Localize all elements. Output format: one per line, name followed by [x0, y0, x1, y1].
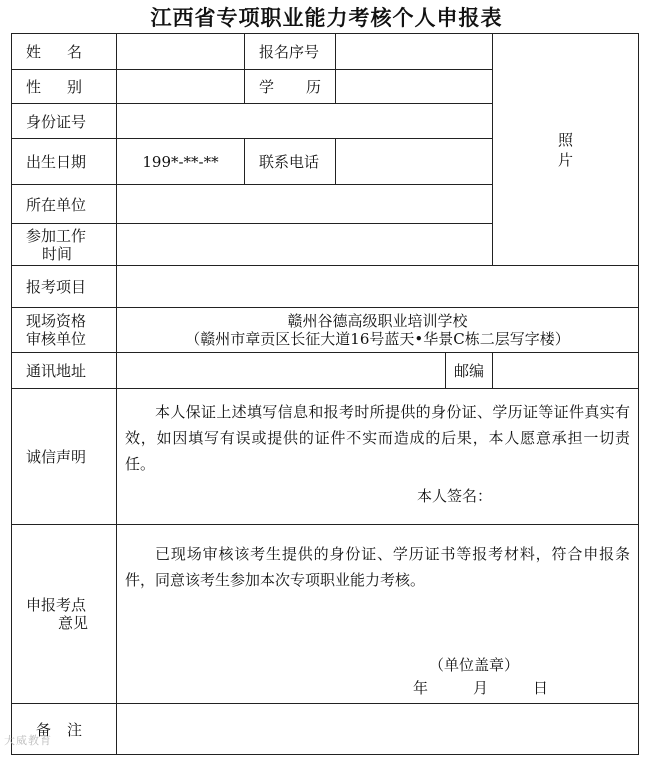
gender-field[interactable] [116, 69, 245, 104]
integrity-label: 诚信声明 [11, 388, 117, 525]
opinion-box [116, 524, 639, 704]
address-field[interactable] [116, 352, 446, 389]
project-label: 报考项目 [11, 265, 117, 308]
review-unit-value [116, 307, 639, 353]
date-line: 年 月 日 [413, 679, 549, 697]
remarks-field[interactable] [116, 703, 639, 755]
birth-value[interactable]: 199*-**-** [116, 138, 245, 185]
photo-box: 照 片 [492, 33, 639, 266]
phone-field[interactable] [335, 138, 493, 185]
postcode-field[interactable] [492, 352, 639, 389]
name-field[interactable] [116, 33, 245, 70]
work-start-field[interactable] [116, 223, 493, 266]
employer-label: 所在单位 [11, 184, 117, 224]
school-address: （赣州市章贡区长征大道16号蓝天•华景C栋二层写字楼） [185, 330, 570, 348]
postcode-label: 邮编 [445, 352, 493, 389]
watermark: 大威教育 [4, 734, 52, 747]
birth-label: 出生日期 [11, 138, 117, 185]
id-no-label: 身份证号 [11, 103, 117, 139]
signature-label: 本人签名： [417, 487, 493, 505]
form-title: 江西省专项职业能力考核个人申报表 [150, 6, 503, 30]
reg-no-label: 报名序号 [244, 33, 336, 70]
remarks-label: 备 注 [11, 703, 117, 755]
education-label: 学 历 [244, 69, 336, 104]
project-field[interactable] [116, 265, 639, 308]
opinion-label: 申报考点 意见 [11, 524, 117, 704]
seal-label: （单位盖章） [429, 656, 520, 674]
school-name: 赣州谷德高级职业培训学校 [287, 312, 468, 330]
education-field[interactable] [335, 69, 493, 104]
work-start-label: 参加工作 时间 [11, 223, 117, 266]
employer-field[interactable] [116, 184, 493, 224]
id-no-field[interactable] [116, 103, 493, 139]
opinion-text: 已现场审核该考生提供的身份证、学历证书等报考材料，符合申报条件，同意该考生参加本次专项职业能力考核。 [125, 545, 630, 589]
integrity-text: 本人保证上述填写信息和报考时所提供的身份证、学历证等证件真实有效，如因填写有误或提供的证件不实而造成的后果，本人愿意承担一切责任。 [125, 403, 630, 473]
address-label: 通讯地址 [11, 352, 117, 389]
name-label: 姓 名 [11, 33, 117, 70]
reg-no-field[interactable] [335, 33, 493, 70]
integrity-statement [116, 388, 639, 525]
review-unit-label: 现场资格 审核单位 [11, 307, 117, 353]
phone-label: 联系电话 [244, 138, 336, 185]
gender-label: 性 别 [11, 69, 117, 104]
